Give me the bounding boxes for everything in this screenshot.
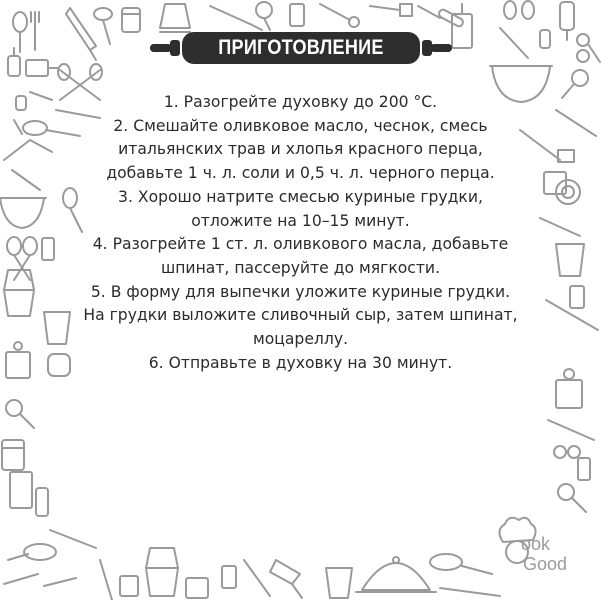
spatula-icon-bottom [270,560,302,598]
instruction-line: итальянских трав и хлопья красного перца, [118,140,483,159]
salt-shaker-icon [16,96,26,110]
scissors-icon [577,34,600,62]
measuring-cup-icon-right [556,244,584,276]
moka-pot-icon-bottom [146,548,178,596]
kettle-icon-left [48,354,70,376]
instruction-line: шпинат, пассеруйте до мягкости. [160,258,441,277]
grater-icon-right [570,286,584,308]
ladle-icon [320,4,359,27]
cloche-icon [356,557,436,592]
jar-icon-left [2,440,24,470]
rolling-pin-icon-right-2 [540,218,580,236]
knife-icon-3 [500,28,528,58]
page-title: ПРИГОТОВЛЕНИЕ [218,36,384,59]
cleaver-icon [26,60,58,76]
instruction-line: 4. Разогрейте 1 ст. л. оливкового масла, добавьте [92,235,509,254]
instruction-line: 1. Разогрейте духовку до 200 °C. [163,93,438,111]
spoons-icon [504,1,534,19]
knife-icon-right-2 [546,300,598,330]
ladle-icon-bottom [440,588,500,596]
whisk-icon [94,8,112,44]
title-banner [150,28,452,68]
bottle-icon-left [8,48,20,76]
coffee-grinder-icon-right [556,369,582,408]
bowl-icon [0,198,46,228]
knife-icon-2 [210,6,262,30]
grater-icon [290,4,304,26]
cookgood-logo [495,512,595,582]
spoon-fork-icon-right [548,420,594,440]
knife-icon-left-2 [50,530,96,548]
measuring-cup-icon [44,312,70,344]
coffee-grinder-icon-bottom [186,578,208,598]
coffee-grinder-icon [6,342,30,378]
instructions-text [70,91,531,375]
whisk-icon-left-2 [8,544,56,560]
instruction-line: На грудки выложите сливочный сыр, затем шпинат, [83,306,518,325]
rolling-pin-icon-right [556,110,596,136]
whisk-icon-bottom [244,560,270,596]
instruction-line: 3. Хорошо натрите смесью куриные грудки, [118,187,483,206]
logo-text-cook: ook [521,534,551,554]
knife-icon [66,8,96,60]
spoon-fork-icon [13,12,39,52]
instruction-line: 6. Отправьте в духовку на 30 минут. [148,353,453,372]
jar-icon-bottom [222,566,236,588]
instruction-line: моцареллу. [252,330,349,349]
pizza-cutter-icon-right-2 [558,484,586,512]
pizza-cutter-icon [256,2,272,30]
whisk-icon-bottom-2 [430,554,492,574]
spatula-icon-left [4,574,76,586]
cup-icon [120,576,138,596]
moka-pot-icon [4,270,34,316]
crossed-spoons-icon-left [7,237,37,280]
logo-text-good: Good [523,554,568,574]
bottle-icon-left-2 [36,488,48,516]
fork-icon-bottom [100,560,112,600]
bottle-icon [560,2,574,40]
rolling-pin-icon-left [12,170,40,190]
knife-icon-left [4,140,52,160]
french-press-icon-left [10,472,32,508]
instruction-line: отложите на 10–15 минут. [191,211,410,230]
instruction-line: 5. В форму для выпечки уложите куриные грудки. [90,282,511,301]
scissors-icon-right [554,446,580,458]
rolling-pin-icon [418,6,464,28]
jar-icon [122,8,140,32]
instruction-line: добавьте 1 ч. л. соли и 0,5 ч. л. черного перца. [106,164,495,183]
grater-icon-right-2 [578,458,590,480]
plate-icon [556,180,580,204]
pepper-grinder-icon [540,30,550,48]
pizza-cutter-icon-left [6,400,34,428]
instruction-line: 2. Смешайте оливковое масло, чеснок, смесь [113,116,488,135]
spatula-icon [370,4,412,16]
grater-icon-left [42,238,54,260]
measuring-cup-icon-bottom [326,568,352,598]
pizza-cutter-icon-right [562,70,588,98]
